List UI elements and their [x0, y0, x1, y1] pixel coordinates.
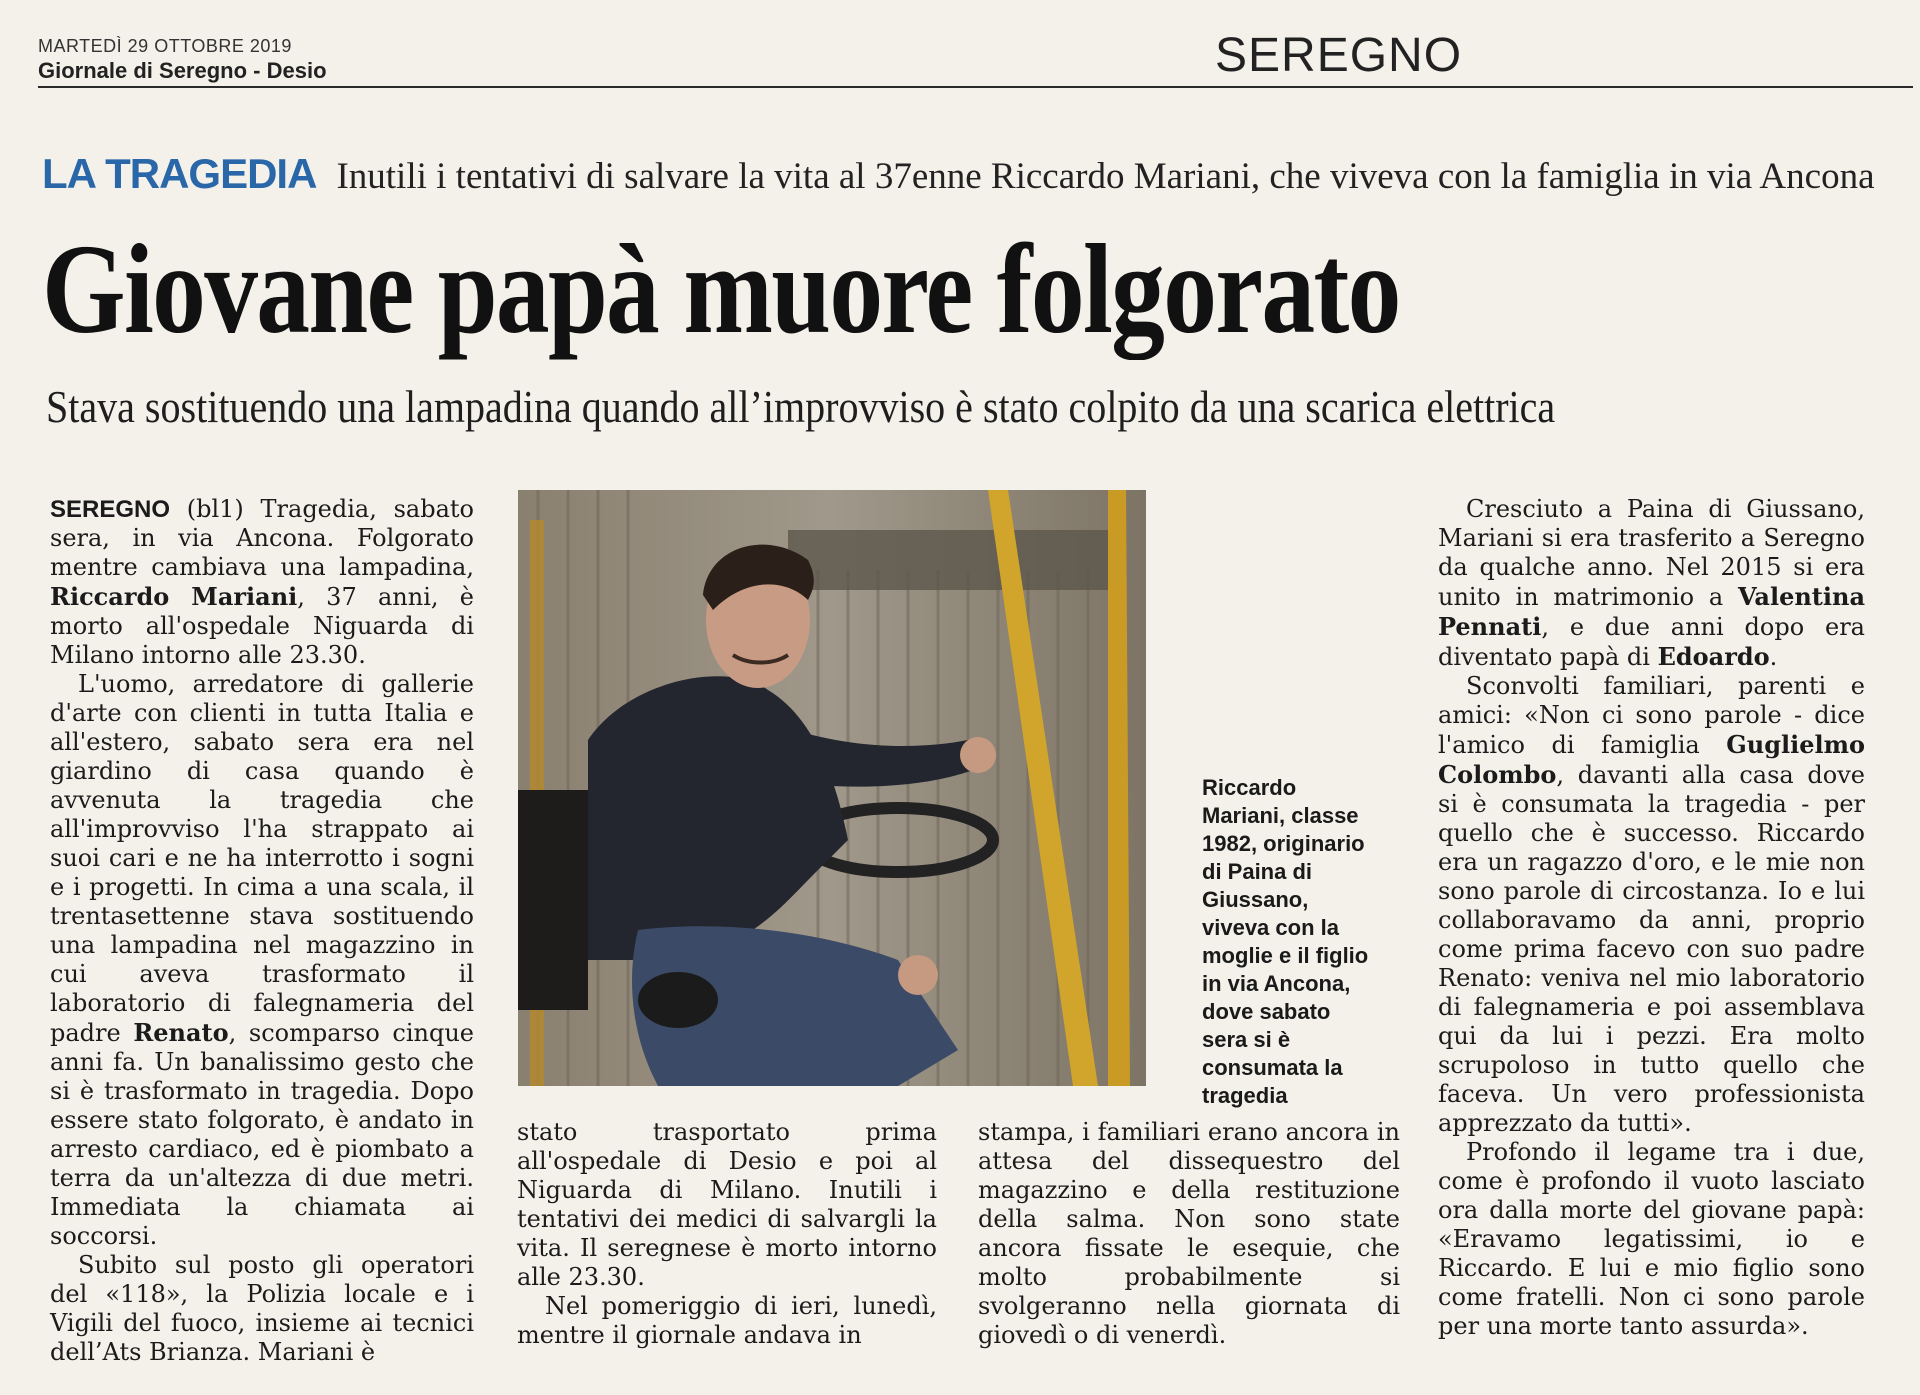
person-name: Valentina Pennati: [1438, 582, 1865, 641]
kicker-label: LA TRAGEDIA: [42, 150, 317, 197]
paragraph: stampa, i familiari erano ancora in attesa del dissequestro del magazzino e della restituzione della salma. Non sono state ancora fissate le esequie, che molto probabilmente si svolgeranno nella giornata di giovedì o di venerdì.: [978, 1118, 1400, 1349]
subheadline: Stava sostituendo una lampadina quando all’improvviso è stato colpito da una scarica elettrica: [46, 381, 1556, 432]
kicker-row: [42, 150, 1882, 198]
kicker-text: Inutili i tentativi di salvare la vita al 37enne Riccardo Mariani, che viveva con la famiglia in via Ancona: [336, 156, 1875, 197]
issue-date: MARTEDÌ 29 OTTOBRE 2019: [38, 36, 292, 56]
article-photo: [518, 490, 1146, 1086]
article-column-3: [978, 1118, 1400, 1350]
paragraph: Subito sul posto gli operatori del «118», la Polizia locale e i Vigili del fuoco, insieme ai tecnici dell’Ats Brianza. Mariani è: [50, 1251, 474, 1366]
photo-illustration: [518, 490, 1146, 1086]
dateline: SEREGNO: [50, 496, 171, 523]
paragraph: Sconvolti familiari, parenti e amici: «Non ci sono parole - dice l'amico di famiglia Guglielmo Colombo, davanti alla casa dove si è consumata la tragedia - per quello che è successo. Riccardo era un ragazzo d'oro, e le mie non sono parole di circostanza. Io e lui collaboravamo da anni, proprio come prima facevo con suo padre Renato: veniva nel mio laboratorio di falegnameria e poi assemblava qui da lui i pezzi. Era molto scrupoloso in tutto quello che faceva. Un vero professionista apprezzato da tutti».: [1438, 672, 1865, 1137]
paragraph: stato trasportato prima all'ospedale di Desio e poi al Niguarda di Milano. Inutili i tentativi dei medici di salvargli la vita. Il seregnese è morto intorno alle 23.30.: [517, 1118, 937, 1291]
masthead-divider: [38, 86, 1913, 88]
paragraph: Profondo il legame tra i due, come è profondo il vuoto lasciato ora dalla morte del giovane papà: «Eravamo legatissimi, io e Riccardo. E lui e mio figlio sono come fratelli. Non ci sono parole per una morte tanto assurda».: [1438, 1138, 1865, 1340]
person-name: Riccardo Mariani: [50, 582, 298, 611]
photo-caption: Riccardo Mariani, classe 1982, originario di Paina di Giussano, viveva con la moglie e il figlio in via Ancona, dove sabato sera si è consumata la tragedia: [1202, 775, 1369, 1108]
person-name: Edoardo: [1657, 642, 1770, 671]
newspaper-name: Giornale di Seregno - Desio: [38, 58, 327, 83]
paragraph: L'uomo, arredatore di gallerie d'arte con clienti in tutta Italia e all'estero, sabato sera era nel giardino di casa quando è avvenuta la tragedia che all'improvviso l'ha strappato ai suoi cari e ne ha interrotto i sogni e i progetti. In cima a una scala, il trentasettenne stava sostituendo una lampadina nel magazzino in cui aveva trasformato il laboratorio di falegnameria del padre Renato, scomparso cinque anni fa. Un banalissimo gesto che si è trasformato in tragedia. Dopo essere stato folgorato, è andato in arresto cardiaco, ed è piombato a terra da un'altezza di due metri. Immediata la chiamata ai soccorsi.: [50, 670, 475, 1250]
section-title: SEREGNO: [1215, 29, 1463, 82]
headline: Giovane papà muore folgorato: [42, 218, 1400, 360]
paragraph: Cresciuto a Paina di Giussano, Mariani si era trasferito a Seregno da qualche anno. Nel 2015 si era unito in matrimonio a Valentina Pennati, e due anni dopo era diventato papà di Edoardo.: [1438, 495, 1865, 671]
person-name: Guglielmo Colombo: [1438, 730, 1865, 789]
article-column-2: [517, 1118, 937, 1350]
article-column-1: [50, 495, 474, 1367]
person-name: Renato: [133, 1018, 229, 1047]
paragraph: SEREGNO (bl1) Tragedia, sabato sera, in via Ancona. Folgorato mentre cambiava una lampadina, Riccardo Mariani, 37 anni, è morto all'ospedale Niguarda di Milano intorno alle 23.30.: [50, 495, 474, 669]
paragraph: Nel pomeriggio di ieri, lunedì, mentre il giornale andava in: [517, 1292, 937, 1349]
article-column-4: [1438, 495, 1865, 1341]
